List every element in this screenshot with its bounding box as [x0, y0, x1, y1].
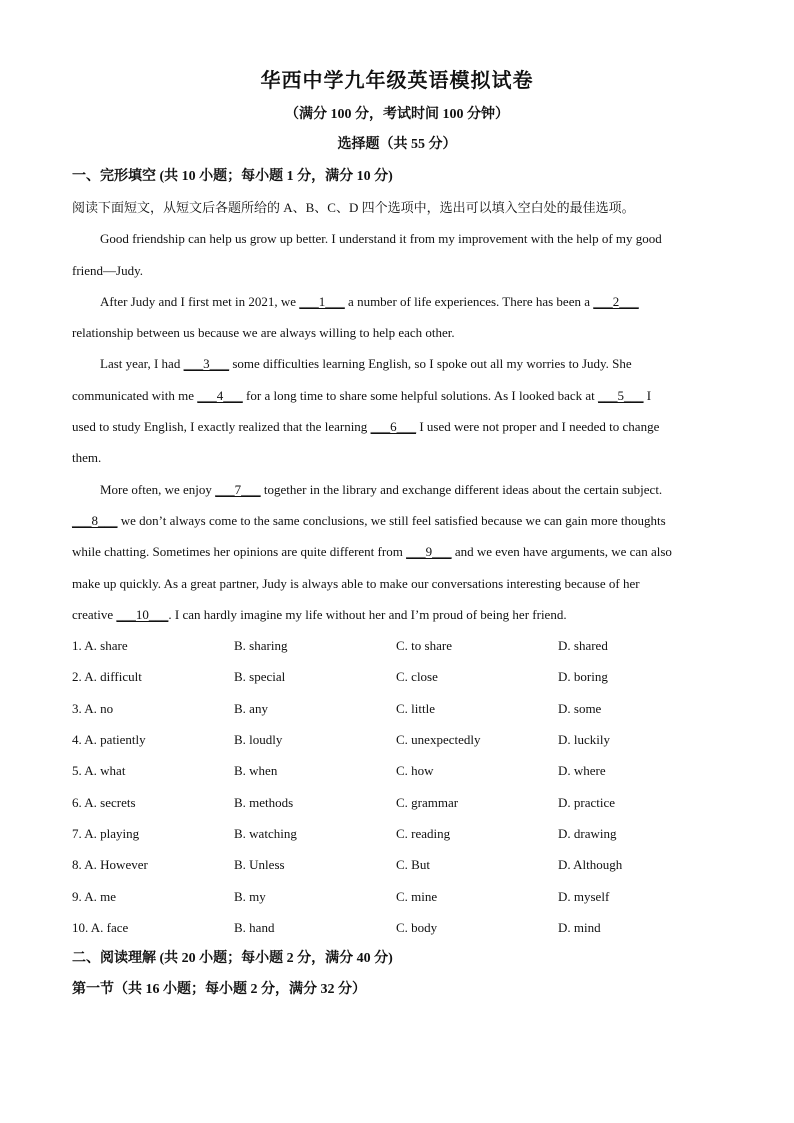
passage-text: I used were not proper and I needed to change [416, 419, 660, 435]
passage-line [72, 474, 722, 505]
passage-line [72, 536, 722, 567]
section2-subheading: 第一节（共 16 小题；每小题 2 分，满分 32 分） [72, 982, 366, 998]
option-a: 7. A. playing [72, 825, 140, 841]
option-a: 5. A. what [72, 763, 126, 779]
instructions: 阅读下面短文，从短文后各题所给的 A、B、C、D 四个选项中，选出可以填入空白处的最佳选项。 [72, 200, 635, 215]
question-row [72, 661, 722, 692]
blank-5: ___5___ [598, 387, 644, 403]
passage-line [72, 599, 722, 630]
cloze-passage [72, 223, 722, 630]
option-c: C. reading [396, 825, 451, 841]
question-row [72, 881, 722, 912]
option-a: 10. A. face [72, 919, 129, 935]
option-a: 6. A. secrets [72, 794, 136, 810]
option-a: 2. A. difficult [72, 669, 142, 685]
option-c: C. little [396, 700, 435, 716]
blank-2: ___2___ [593, 293, 639, 309]
passage-line [72, 286, 722, 317]
option-a: 3. A. no [72, 700, 114, 716]
option-d: D. luckily [558, 732, 610, 748]
option-c: C. to share [396, 638, 452, 654]
passage-text: a number of life experiences. There has been a [344, 293, 594, 309]
passage-text: . I can hardly imagine my life without her and I’m proud of being her friend. [168, 606, 567, 622]
question-row [72, 630, 722, 661]
blank-4: ___4___ [197, 387, 243, 403]
blank-9: ___9___ [406, 544, 452, 560]
option-d: D. drawing [558, 825, 617, 841]
option-b: B. sharing [234, 638, 288, 654]
passage-text: used to study English, I exactly realized that the learning [72, 419, 371, 435]
section2-heading: 二、阅读理解 (共 20 小题；每小题 2 分，满分 40 分) [72, 951, 393, 967]
option-a: 9. A. me [72, 888, 117, 904]
option-d: D. where [558, 763, 606, 779]
blank-10: ___10___ [116, 606, 169, 622]
passage-text: I [643, 387, 652, 403]
passage-line [72, 411, 722, 442]
passage-text: we don’t always come to the same conclusions, we still feel satisfied because we can gain more thoughts [117, 512, 666, 528]
exam-page [72, 60, 722, 1005]
option-d: D. myself [558, 888, 610, 904]
passage-text: for a long time to share some helpful solutions. As I looked back at [242, 387, 599, 403]
question-row [72, 787, 722, 818]
passage-line: friend—Judy. [72, 262, 144, 278]
passage-text: some difficulties learning English, so I spoke out all my worries to Judy. She [229, 356, 632, 372]
passage-text: and we even have arguments, we can also [451, 544, 672, 560]
option-b: B. when [234, 763, 278, 779]
option-c: C. grammar [396, 794, 459, 810]
passage-line [72, 380, 722, 411]
passage-text: After Judy and I first met in 2021, we [100, 293, 300, 309]
option-d: D. some [558, 700, 602, 716]
option-b: B. loudly [234, 732, 283, 748]
option-c: C. close [396, 669, 438, 685]
option-c: C. how [396, 763, 434, 779]
question-row [72, 818, 722, 849]
option-c: C. mine [396, 888, 438, 904]
passage-line: relationship between us because we are always willing to help each other. [72, 325, 455, 341]
question-row [72, 849, 722, 880]
passage-text: More often, we enjoy [100, 481, 216, 497]
part-heading: 选择题（共 55 分） [337, 137, 457, 152]
passage-line: Good friendship can help us grow up better. I understand it from my improvement with the help of my good [100, 231, 662, 247]
passage-text: together in the library and exchange different ideas about the certain subject. [260, 481, 663, 497]
question-row [72, 755, 722, 786]
option-b: B. watching [234, 825, 297, 841]
option-b: B. special [234, 669, 286, 685]
passage-line [72, 505, 722, 536]
option-a: 1. A. share [72, 638, 128, 654]
option-d: D. mind [558, 919, 601, 935]
blank-6: ___6___ [370, 419, 417, 435]
passage-text: creative [72, 606, 117, 622]
option-d: D. boring [558, 669, 608, 685]
option-c: C. unexpectedly [396, 732, 481, 748]
blank-3: ___3___ [183, 356, 230, 372]
option-b: B. hand [234, 919, 275, 935]
option-a: 4. A. patiently [72, 732, 146, 748]
option-d: D. practice [558, 794, 616, 810]
option-a: 8. A. However [72, 857, 148, 873]
passage-text: communicated with me [72, 387, 198, 403]
option-b: B. any [234, 700, 268, 716]
passage-line: them. [72, 450, 102, 466]
section1-heading: 一、完形填空 (共 10 小题；每小题 1 分，满分 10 分) [72, 169, 393, 184]
option-b: B. methods [234, 794, 294, 810]
blank-8: ___8___ [72, 512, 118, 528]
option-b: B. my [234, 888, 266, 904]
option-c: C. body [396, 919, 438, 935]
question-row [72, 724, 722, 755]
option-d: D. shared [558, 638, 608, 654]
passage-text: Last year, I had [100, 356, 184, 372]
question-row [72, 912, 722, 943]
option-c: C. But [396, 857, 430, 873]
exam-subtitle: （满分 100 分，考试时间 100 分钟） [285, 107, 509, 122]
passage-line: make up quickly. As a great partner, Judy is always able to make our conversations interesting because of her [72, 575, 640, 591]
option-d: D. Although [558, 857, 623, 873]
blank-7: ___7___ [215, 481, 261, 497]
question-row [72, 693, 722, 724]
option-b: B. Unless [234, 857, 285, 873]
passage-line [72, 348, 722, 379]
passage-text: while chatting. Sometimes her opinions are quite different from [72, 544, 407, 560]
blank-1: ___1___ [299, 293, 345, 309]
question-list [72, 630, 722, 943]
exam-title: 华西中学九年级英语模拟试卷 [260, 70, 534, 92]
